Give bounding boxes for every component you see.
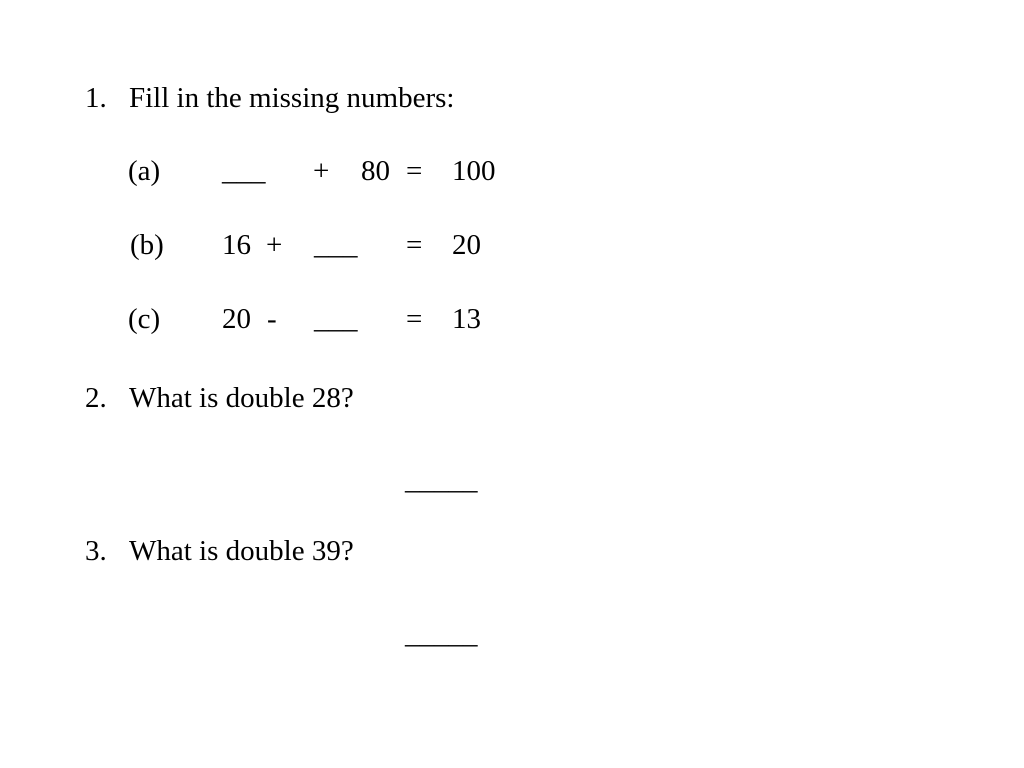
part-label: (a) xyxy=(128,155,161,187)
question-prompt: Fill in the missing numbers: xyxy=(129,82,455,114)
operator: - xyxy=(267,303,277,335)
operand: 16 xyxy=(222,229,251,261)
part-label: (b) xyxy=(130,229,164,261)
result: 20 xyxy=(452,229,481,261)
operand: 80 xyxy=(361,155,390,187)
answer-blank: ___ xyxy=(314,303,358,335)
question-number: 1. xyxy=(85,82,107,114)
result: 100 xyxy=(452,155,496,187)
question-number: 3. xyxy=(85,535,107,567)
answer-blank: ___ xyxy=(314,229,358,261)
equals-sign: = xyxy=(406,155,423,187)
equals-sign: = xyxy=(406,303,423,335)
answer-blank: _____ xyxy=(405,464,478,496)
operator: + xyxy=(266,229,283,261)
equals-sign: = xyxy=(406,229,423,261)
question-prompt: What is double 39? xyxy=(129,535,354,567)
question-number: 2. xyxy=(85,382,107,414)
part-label: (c) xyxy=(128,303,161,335)
result: 13 xyxy=(452,303,481,335)
answer-blank: _____ xyxy=(405,618,478,650)
operator: + xyxy=(313,155,330,187)
answer-blank: ___ xyxy=(222,155,266,187)
question-prompt: What is double 28? xyxy=(129,382,354,414)
operand: 20 xyxy=(222,303,251,335)
